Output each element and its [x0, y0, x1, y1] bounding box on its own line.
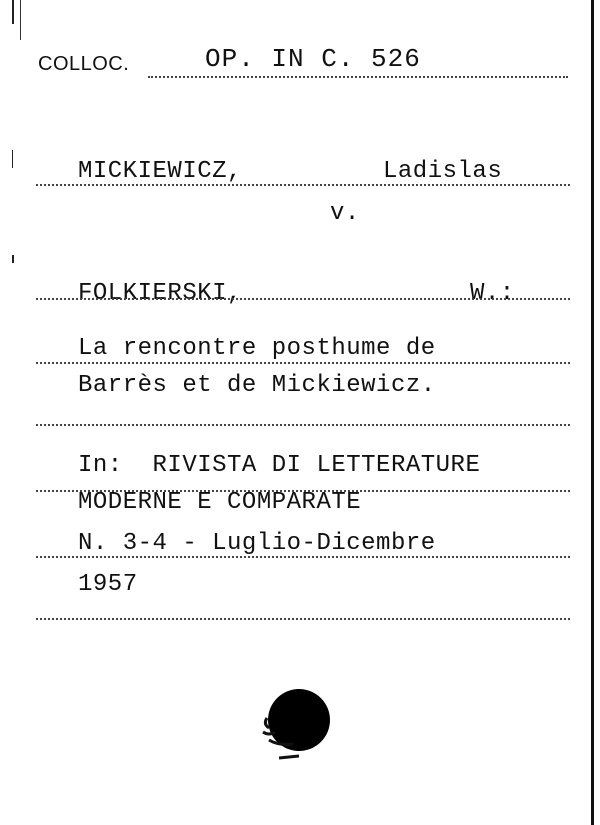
source-line: 1957: [78, 571, 138, 598]
title-line: Barrès et de Mickiewicz.: [78, 372, 436, 399]
author-surname: MICKIEWICZ,: [78, 158, 242, 185]
versus-marker: v.: [330, 200, 360, 227]
dotted-rule: [36, 298, 570, 300]
dotted-rule: [36, 424, 570, 426]
dotted-rule: [36, 556, 570, 558]
scan-edge-mark: [20, 0, 21, 40]
subject-given-name: W.:: [470, 280, 515, 307]
scan-edge-mark: [12, 0, 14, 24]
colloc-value: OP. IN C. 526: [205, 44, 421, 74]
title-line: La rencontre posthume de: [78, 335, 436, 362]
dotted-rule: [36, 184, 570, 186]
card-right-border: [591, 0, 594, 825]
source-line: MODERNE E COMPARATE: [78, 489, 362, 516]
source-line: N. 3-4 - Luglio-Dicembre: [78, 530, 436, 557]
scan-edge-mark: [12, 150, 13, 168]
subject-surname: FOLKIERSKI,: [78, 280, 242, 307]
dotted-rule: [36, 618, 570, 620]
dotted-rule: [148, 76, 568, 78]
author-given-name: Ladislas: [383, 158, 503, 185]
dotted-rule: [36, 362, 570, 364]
punch-hole-mark: [255, 688, 335, 768]
colloc-label: COLLOC.: [38, 53, 130, 75]
source-line: In: RIVISTA DI LETTERATURE: [78, 452, 481, 479]
scan-edge-mark: [12, 255, 14, 263]
